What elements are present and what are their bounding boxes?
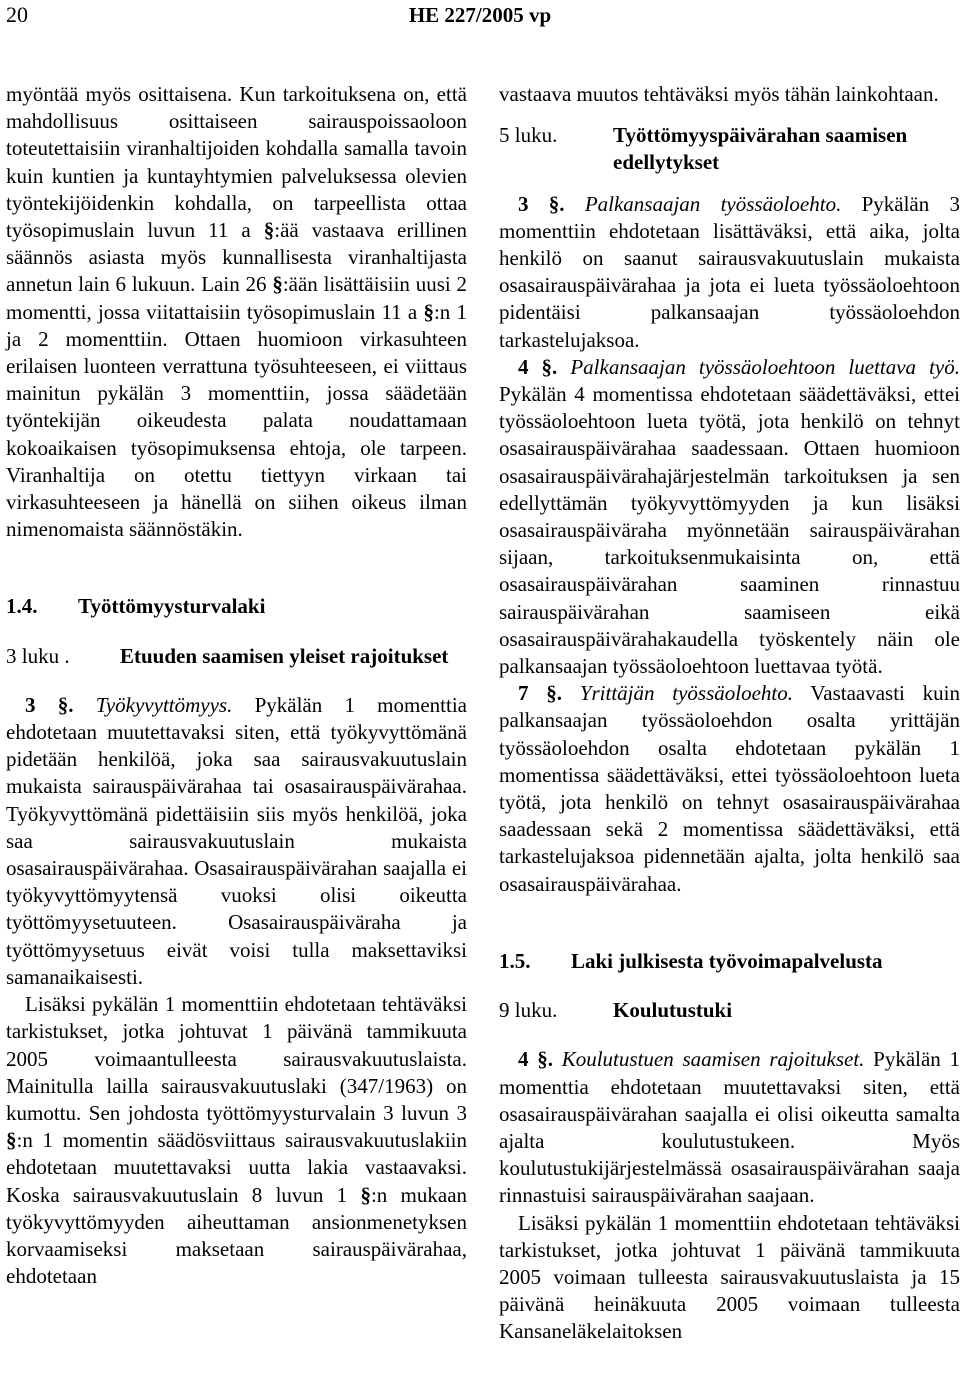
paragraph: myöntää myös osittaisena. Kun tarkoituksena on, että mahdollisuus osittaiseen sairauspoissaoloon toteutettaisiin viranhaltijoiden kohdalla samalla tavoin kuin kuntien ja kuntayhtymien palveluksessa olevien työntekijöidenkin kohdalla, on tarpeellista ottaa työsopimuslain luvun 11 a §:ää vastaava erillinen säännös asiasta myös kunnallisesta viranhaltijasta annetun lain 6 lukuun. Lain 26 §:ään lisättäisiin uusi 2 momentti, jossa viitattaisiin työsopimuslain 11 a §:n 1 ja 2 momenttiin. Ottaen huomioon virkasuhteen erilaisen luonteen verrattuna työsuhteeseen, ei viittaus mainitun pykälän 3 momenttiin, jossa säädetään työntekijän oikeudesta palata noudattamaan kokoaikaisen työsopimuksensa ehtoja, ole tarpeen. Viranhaltija on otettu tiettyyn virkaan tai virkasuhteeseen ja hänellä on siihen oikeus ilman nimenomaista säännöstäkin. (6, 82, 468, 542)
page-number: 20 (6, 2, 28, 27)
paragraph: 4 §. Palkansaajan työssäoloehtoon luettava työ. Pykälän 4 momentissa ehdotetaan säädettäväksi, ettei työssäoloehtoon lueta työtä, jota henkilö on tehnyt osasairauspäivärahaa saadessaan. Ottaen huomioon osasairauspäivärahajärjestelmän tarkoituksen ja sen edellyttämän työkyvyttömyyden ja kun lisäksi osasairauspäiväraha myönnetään sairauspäivärahan sijaan, tarkoituksenmukaisinta on, että osasairauspäivärahan saaminen rinnastuu sairauspäivärahan saamiseen eikä osasairauspäivärahakaudella työskentely näin ole palkansaajan työssäoloehtoon luettavaa työtä. (499, 354, 960, 679)
paragraph: Lisäksi pykälän 1 momenttiin ehdotetaan tehtäväksi tarkistukset, jotka johtuvat 1 päivänä tammikuuta 2005 voimaan tulleesta sairausvakuutuslaista ja 15 päivänä heinäkuuta 2005 voimaan tulleesta Kansaneläkelaitoksen (499, 1210, 960, 1344)
paragraph: vastaava muutos tehtäväksi myös tähän lainkohtaan. (499, 82, 939, 106)
section-heading: 1.5. Laki julkisesta työvoimapalvelusta (499, 948, 883, 973)
paragraph: 4 §. Koulutustuen saamisen rajoitukset. Pykälän 1 momenttia ehdotetaan muutettavaksi siten, että osasairauspäivärahan saajalla ei olisi oikeutta samalta ajalta koulutustukeen. Myös koulutustukijärjestelmässä osasairauspäivärahan saaja rinnastuisi sairauspäivärahan saajaan. (499, 1047, 960, 1208)
chapter-heading: 9 luku. Koulutustuki (499, 998, 733, 1023)
right-column (499, 81, 960, 1346)
section-heading: 1.4. Työttömyysturvalaki (6, 594, 266, 619)
chapter-heading: 3 luku . Etuuden saamisen yleiset rajoitukset (6, 643, 449, 668)
paragraph: Lisäksi pykälän 1 momenttiin ehdotetaan tehtäväksi tarkistukset, jotka johtuvat 1 päivänä tammikuuta 2005 voimaantulleesta sairausvakuutuslaista. Mainitulla lailla sairausvakuutuslaki (347/1963) on kumottu. Sen johdosta työttömyysturvalain 3 luvun 3 §:n 1 momentin säädösviittaus sairausvakuutuslakiin ehdotetaan muutettavaksi uutta lakia vastaavaksi. Koska sairausvakuutuslain 8 luvun 1 §:n mukaan työkyvyttömyyden aiheuttaman ansionmenetyksen korvaamiseksi maksetaan sairauspäivärahaa, ehdotetaan (6, 992, 468, 1289)
left-column (6, 81, 467, 1290)
paragraph: 3 §. Työkyvyttömyys. Pykälän 1 momenttia ehdotetaan muutettavaksi siten, että työkyvyttömänä pidetään henkilöä, joka saa sairausvakuutuslain mukaista sairauspäivärahaa tai osasairauspäivärahaa. Työkyvyttömänä pidettäisiin siis myös henkilöä, joka saa sairausvakuutuslain mukaista osasairauspäivärahaa. Osasairauspäivärahan saajalla ei työkyvyttömyytensä vuoksi olisi oikeutta työttömyysetuuteen. Osasairauspäiväraha ja työttömyysetuus eivät voisi tulla maksettaviksi samanaikaisesti. (6, 692, 467, 989)
chapter-heading: 5 luku. Työttömyyspäivärahan saamisen edellytykset (499, 123, 908, 175)
paragraph: 7 §. Yrittäjän työssäoloehto. Vastaavasti kuin palkansaajan työssäoloehdon osalta yrittäjän työssäoloehdon osalta ehdotetaan pykälän 1 momentissa säädettäväksi, ettei työssäoloehtoon lueta työtä, jota henkilö on tehnyt osasairauspäivärahaa saadessaan sekä 2 momentissa säädettäväksi, että tarkastelujaksoa pidennetään ajalta, jolta henkilö saa osasairauspäivärahaa. (499, 681, 960, 896)
document-id: HE 227/2005 vp (408, 3, 552, 27)
page-header (0, 0, 960, 30)
paragraph: 3 §. Palkansaajan työssäoloehto. Pykälän 3 momenttiin ehdotetaan lisättäväksi, että aika, jolta henkilö on saanut sairausvakuutuslain mukaista osasairauspäivärahaa ja jota ei lueta työssäoloehtoon pidentäisi palkansaajan työssäoloehdon tarkastelujaksoa. (499, 191, 960, 352)
